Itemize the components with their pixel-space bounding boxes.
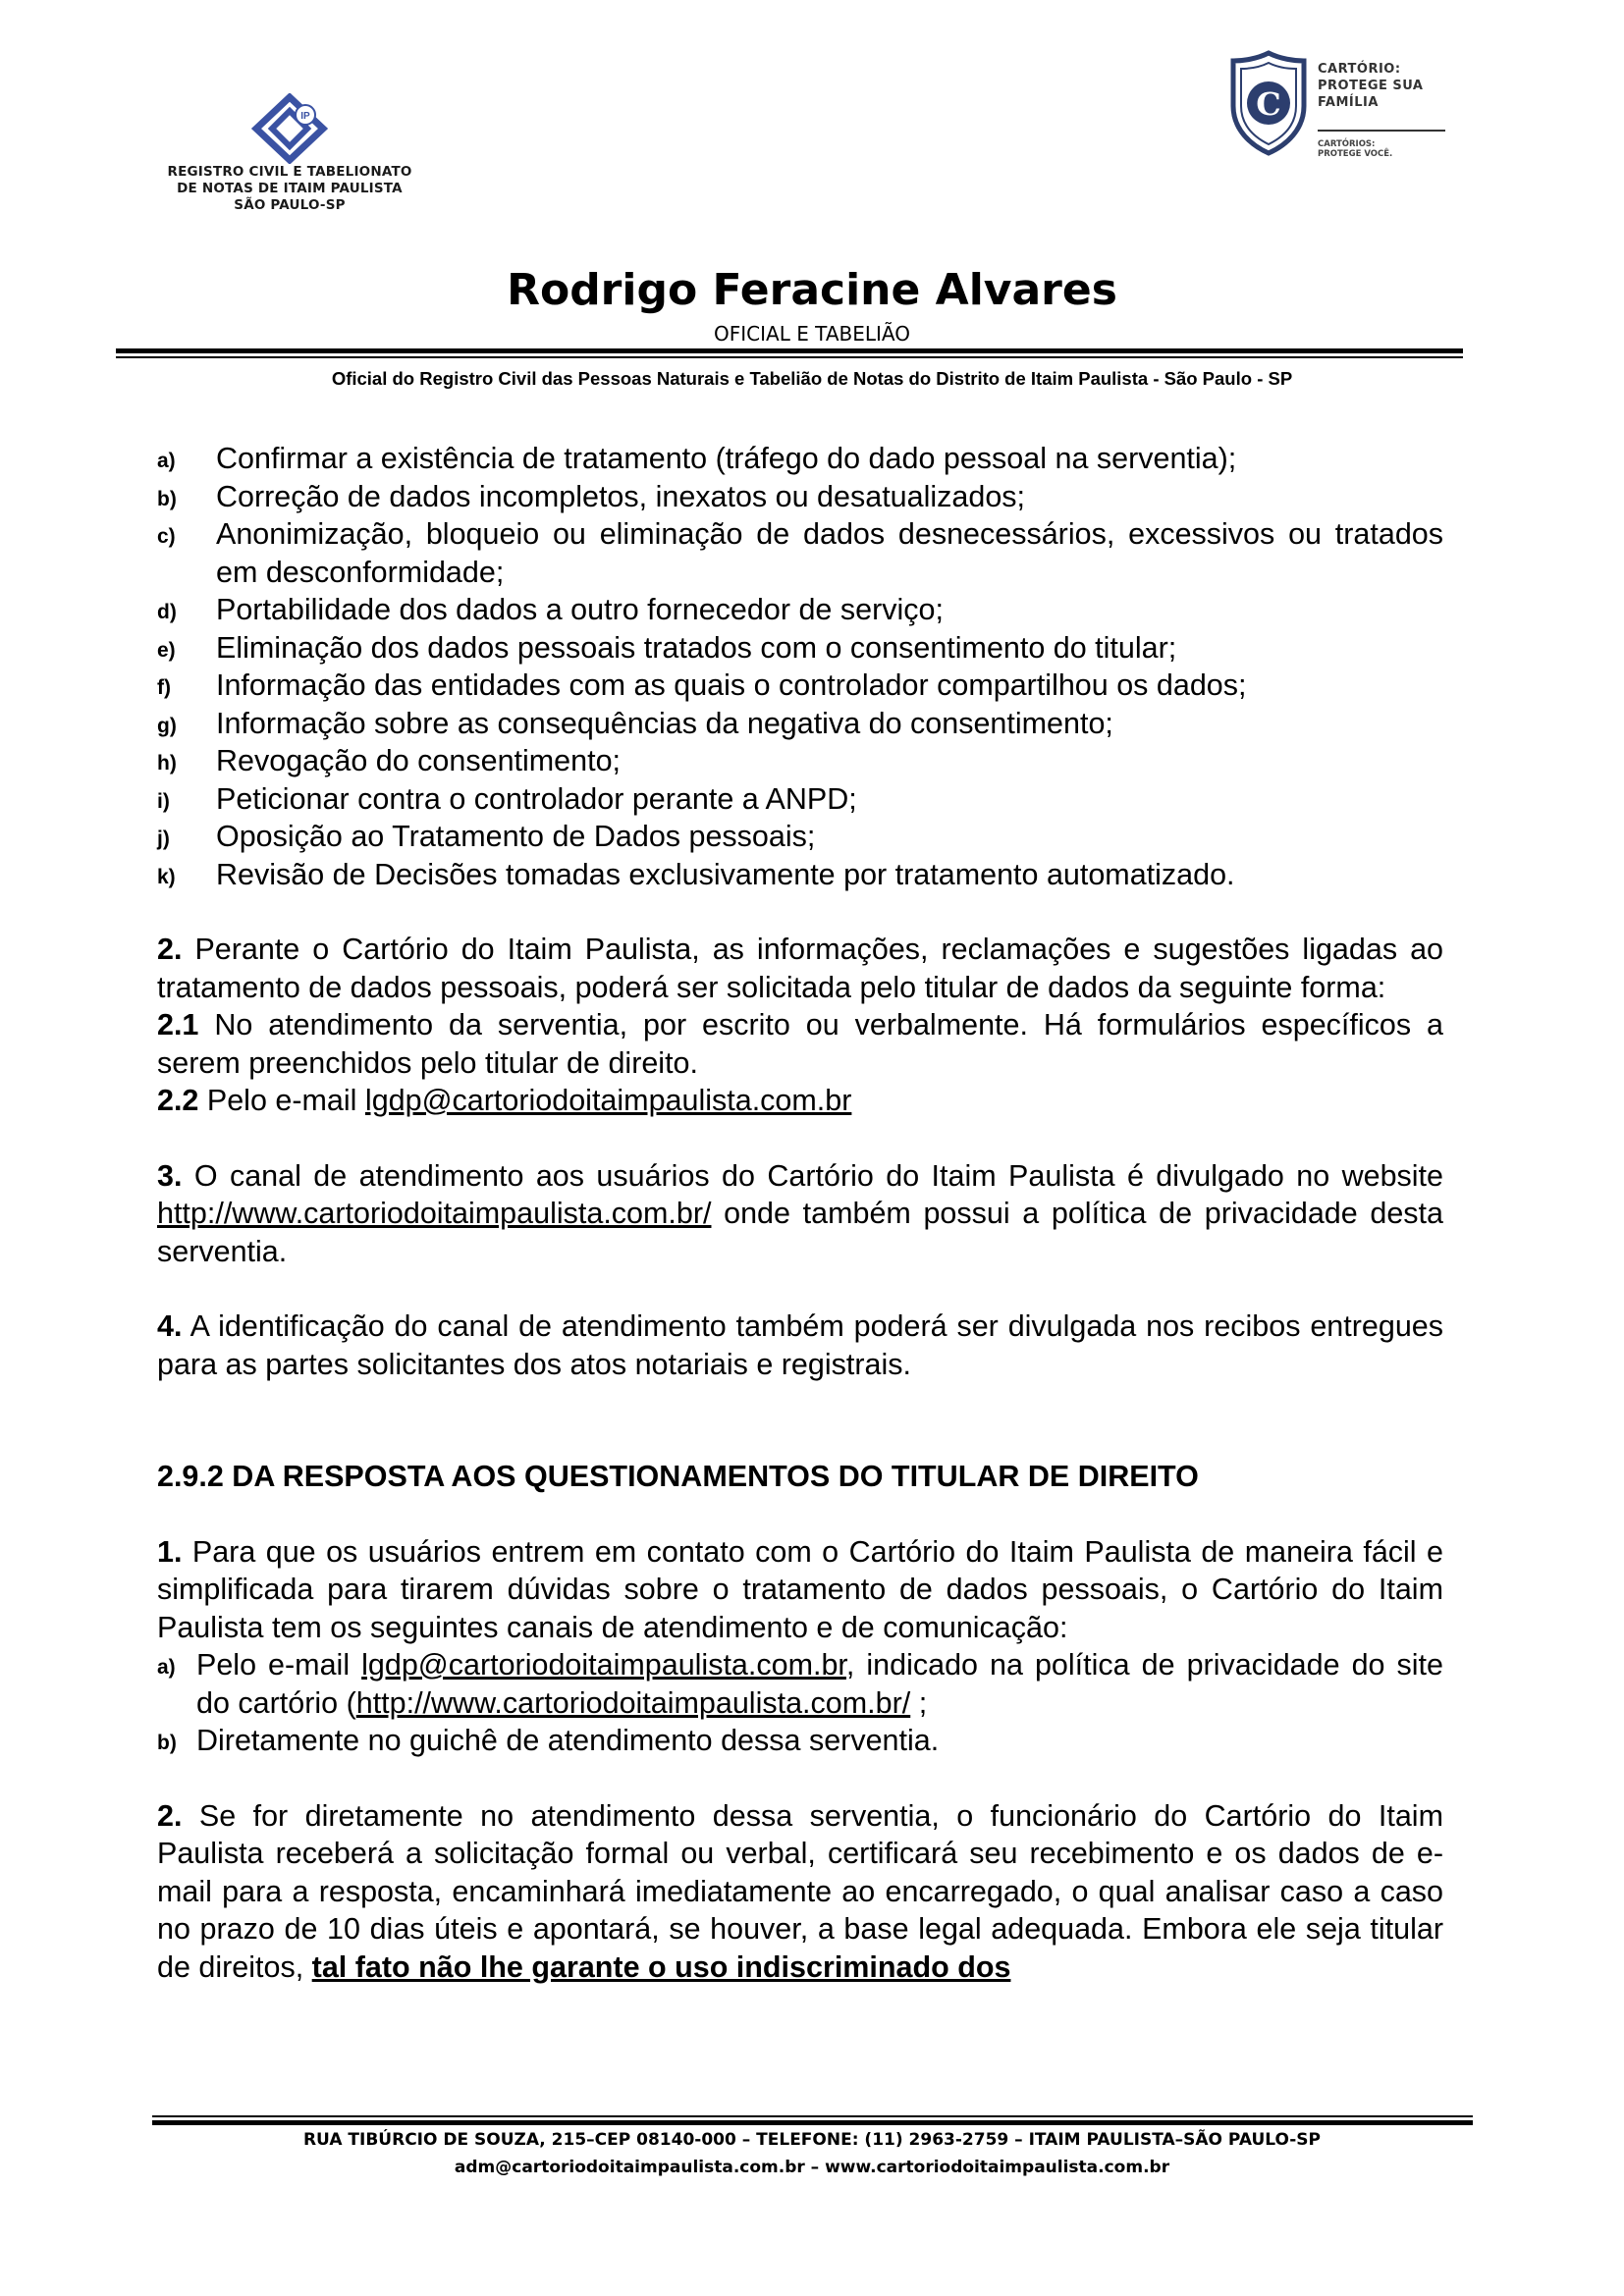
- campaign-divider: [1318, 130, 1445, 132]
- paragraph-number: 2.: [157, 1798, 183, 1833]
- campaign-subtitle: [1318, 139, 1392, 159]
- list-text: Informação das entidades com as quais o controlador compartilhou os dados;: [216, 668, 1247, 702]
- paragraph-number: 3.: [157, 1158, 183, 1193]
- list-text: Pelo e-mail: [196, 1648, 362, 1682]
- list-item: [157, 1646, 1443, 1722]
- list-item: [157, 742, 1443, 780]
- list-marker: a): [157, 450, 176, 472]
- campaign-subtitle-line: CARTÓRIOS:: [1318, 139, 1376, 149]
- paragraph-2-1: [157, 1006, 1443, 1082]
- paragraph-text: No atendimento da serventia, por escrito ou verbalmente. Há formulários específicos a serem preenchidos pelo titular de direito.: [157, 1008, 1443, 1080]
- email-link[interactable]: lgdp@cartoriodoitaimpaulista.com.br: [364, 1084, 852, 1117]
- diamond-emblem-icon: [250, 93, 329, 164]
- section-paragraph-2: [157, 1797, 1443, 1987]
- list-text: Anonimização, bloqueio ou eliminação de dados desnecessários, excessivos ou tratados em desconformidade;: [216, 517, 1443, 589]
- list-marker: g): [157, 714, 177, 737]
- list-item: [157, 705, 1443, 743]
- office-subtitle: Oficial do Registro Civil das Pessoas Naturais e Tabelião de Notas do Distrito de Itaim Paulista - São Paulo - SP: [331, 368, 1293, 389]
- registry-logo-line: REGISTRO CIVIL E TABELIONATO: [167, 164, 412, 180]
- list-item: [157, 856, 1443, 894]
- list-marker: h): [157, 752, 177, 774]
- list-marker: d): [157, 601, 177, 623]
- header-divider-thick: [116, 348, 1463, 353]
- list-item: [157, 1722, 1443, 1760]
- paragraph-number: 2.1: [157, 1008, 199, 1041]
- list-marker: f): [157, 676, 171, 699]
- list-text: Oposição ao Tratamento de Dados pessoais;: [216, 820, 816, 853]
- website-link[interactable]: http://www.cartoriodoitaimpaulista.com.br/: [355, 1685, 911, 1720]
- campaign-title-line: PROTEGE SUA: [1318, 79, 1424, 93]
- paragraph-2-2: [157, 1082, 1443, 1120]
- list-marker: c): [157, 525, 176, 548]
- paragraph-text: A identificação do canal de atendimento também poderá ser divulgada nos recibos entregues para as partes solicitantes dos atos notariais e registrais.: [157, 1309, 1443, 1381]
- list-text: Eliminação dos dados pessoais tratados com o consentimento do titular;: [216, 630, 1177, 665]
- footer-contacts: adm@cartoriodoitaimpaulista.com.br – www.cartoriodoitaimpaulista.com.br: [454, 2158, 1170, 2177]
- officer-name: Rodrigo Feracine Alvares: [507, 265, 1117, 315]
- campaign-subtitle-line: PROTEGE VOCÊ.: [1318, 149, 1393, 159]
- document-body: [157, 440, 1443, 1986]
- list-text: Revisão de Decisões tomadas exclusivamente por tratamento automatizado.: [216, 857, 1235, 891]
- campaign-title: [1318, 61, 1424, 111]
- paragraph-2: [157, 931, 1443, 1006]
- list-marker: e): [157, 638, 176, 662]
- website-link[interactable]: http://www.cartoriodoitaimpaulista.com.br/: [157, 1197, 712, 1230]
- list-marker: i): [157, 789, 170, 813]
- list-text: Diretamente no guichê de atendimento dessa serventia.: [196, 1724, 940, 1757]
- channels-list: [157, 1646, 1443, 1760]
- campaign-title-line: FAMÍLIA: [1318, 95, 1379, 110]
- section-heading: 2.9.2 DA RESPOSTA AOS QUESTIONAMENTOS DO TITULAR DE DIREITO: [157, 1460, 1199, 1493]
- paragraph-4: [157, 1308, 1443, 1383]
- section-paragraph-1: [157, 1533, 1443, 1647]
- list-text: Peticionar contra o controlador perante a ANPD;: [216, 781, 857, 816]
- list-text: Revogação do consentimento;: [216, 744, 622, 777]
- list-text: ;: [910, 1685, 928, 1720]
- emblem-initials: IP: [300, 111, 310, 122]
- paragraph-number: 1.: [157, 1534, 183, 1569]
- list-text: Correção de dados incompletos, inexatos ou desatualizados;: [216, 479, 1026, 513]
- list-item: [157, 440, 1443, 478]
- list-marker: b): [157, 1732, 177, 1754]
- paragraph-text: Para que os usuários entrem em contato com o Cartório do Itaim Paulista de maneira fácil e simplificada para tirarem dúvidas sobre o tratamento de dados pessoais, o Cartório do Itaim Paulista tem os seguintes canais de atendimento e de comunicação:: [157, 1534, 1443, 1644]
- paragraph-text: onde também possui a política de privacidade desta serventia.: [157, 1197, 1443, 1268]
- footer-address: RUA TIBÚRCIO DE SOUZA, 215–CEP 08140-000 – TELEFONE: (11) 2963-2759 – ITAIM PAULISTA–SÃO PAULO-SP: [302, 2130, 1322, 2150]
- list-text: Confirmar a existência de tratamento (tráfego do dado pessoal na serventia);: [216, 442, 1237, 475]
- list-item: [157, 478, 1443, 516]
- paragraph-text: Pelo e-mail: [198, 1084, 365, 1117]
- officer-role: OFICIAL E TABELIÃO: [714, 322, 910, 346]
- campaign-title-line: CARTÓRIO:: [1318, 62, 1401, 77]
- paragraph-number: 2.2: [157, 1084, 199, 1117]
- registry-logo-line: SÃO PAULO-SP: [234, 197, 346, 213]
- list-text: , indicado na política de privacidade do site do cartório (: [196, 1648, 1443, 1720]
- list-item: [157, 780, 1443, 819]
- list-marker: a): [157, 1656, 176, 1679]
- paragraph-text: O canal de atendimento aos usuários do Cartório do Itaim Paulista é divulgado no website: [182, 1158, 1443, 1193]
- list-item: [157, 667, 1443, 705]
- list-text: Informação sobre as consequências da negativa do consentimento;: [216, 706, 1113, 740]
- footer-divider-thick: [152, 2120, 1473, 2125]
- email-link[interactable]: lgdp@cartoriodoitaimpaulista.com.br: [361, 1648, 846, 1682]
- paragraph-text: Perante o Cartório do Itaim Paulista, as informações, reclamações e sugestões ligadas ao tratamento de dados pessoais, poderá ser solicitada pelo titular de dados da seguinte forma:: [157, 933, 1443, 1004]
- emblem-letter: C: [1256, 85, 1281, 123]
- paragraph-number: 4.: [157, 1309, 183, 1343]
- list-marker: j): [157, 828, 170, 850]
- paragraph-text: Se for diretamente no atendimento dessa serventia, o funcionário do Cartório do Itaim Paulista receberá a solicitação formal ou verbal, certificará seu recebimento e os dados de e-mail para a resposta, encaminhará imediatamente ao encarregado, o qual analisar caso a caso no prazo de 10 dias úteis e apontará, se houver, a base legal adequada. Embora ele seja titular de direitos,: [157, 1798, 1443, 1984]
- list-item: [157, 515, 1443, 591]
- list-text: Portabilidade dos dados a outro fornecedor de serviço;: [216, 593, 944, 626]
- list-marker: b): [157, 487, 177, 510]
- campaign-logo: [1227, 49, 1463, 157]
- list-item: [157, 818, 1443, 856]
- footer-divider-thin: [152, 2115, 1473, 2117]
- shield-c-icon: [1227, 49, 1310, 157]
- paragraph-number: 2.: [157, 933, 183, 966]
- rights-list: [157, 440, 1443, 893]
- list-marker: k): [157, 865, 176, 888]
- emphasis-text: tal fato não lhe garante o uso indiscriminado dos: [311, 1949, 1011, 1984]
- header-divider-thin: [116, 356, 1463, 358]
- list-item: [157, 629, 1443, 667]
- list-item: [157, 591, 1443, 629]
- registry-logo-line: DE NOTAS DE ITAIM PAULISTA: [177, 181, 403, 196]
- paragraph-3: [157, 1157, 1443, 1271]
- registry-logo: [157, 93, 422, 214]
